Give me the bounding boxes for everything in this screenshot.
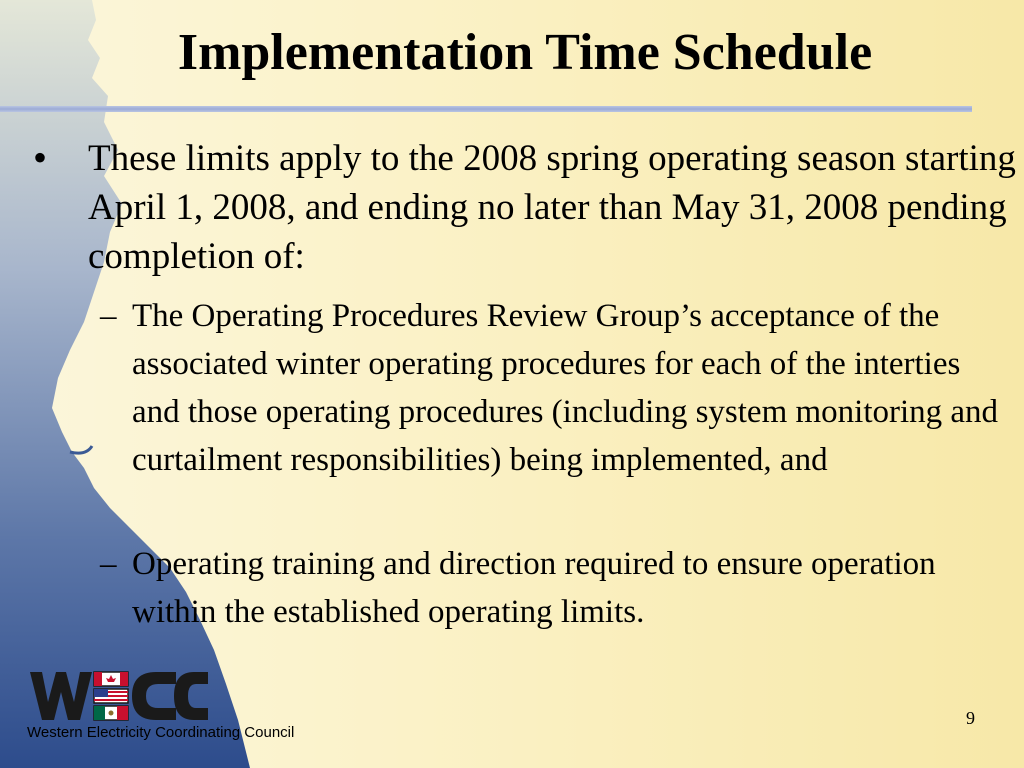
dash-icon: – [100, 546, 117, 582]
sub-bullet-text: The Operating Procedures Review Group’s acceptance of the associated winter operating procedures for each of the interties and those operating procedures (including system monitoring and curtailment responsibilities) being implemented, and [132, 298, 999, 478]
page-number: 9 [966, 708, 975, 728]
org-name: Western Electricity Coordinating Council [27, 724, 295, 741]
wecc-logo [28, 668, 208, 724]
dash-icon: – [100, 298, 117, 334]
slide-title: Implementation Time Schedule [177, 24, 873, 81]
sub-bullet-text: Operating training and direction required to ensure operation within the established operating limits. [132, 546, 936, 630]
bullet-icon: • [33, 135, 48, 180]
main-bullet-text: These limits apply to the 2008 spring operating season starting April 1, 2008, and ending no later than May 31, 2008 pending completion of: [88, 138, 1016, 277]
